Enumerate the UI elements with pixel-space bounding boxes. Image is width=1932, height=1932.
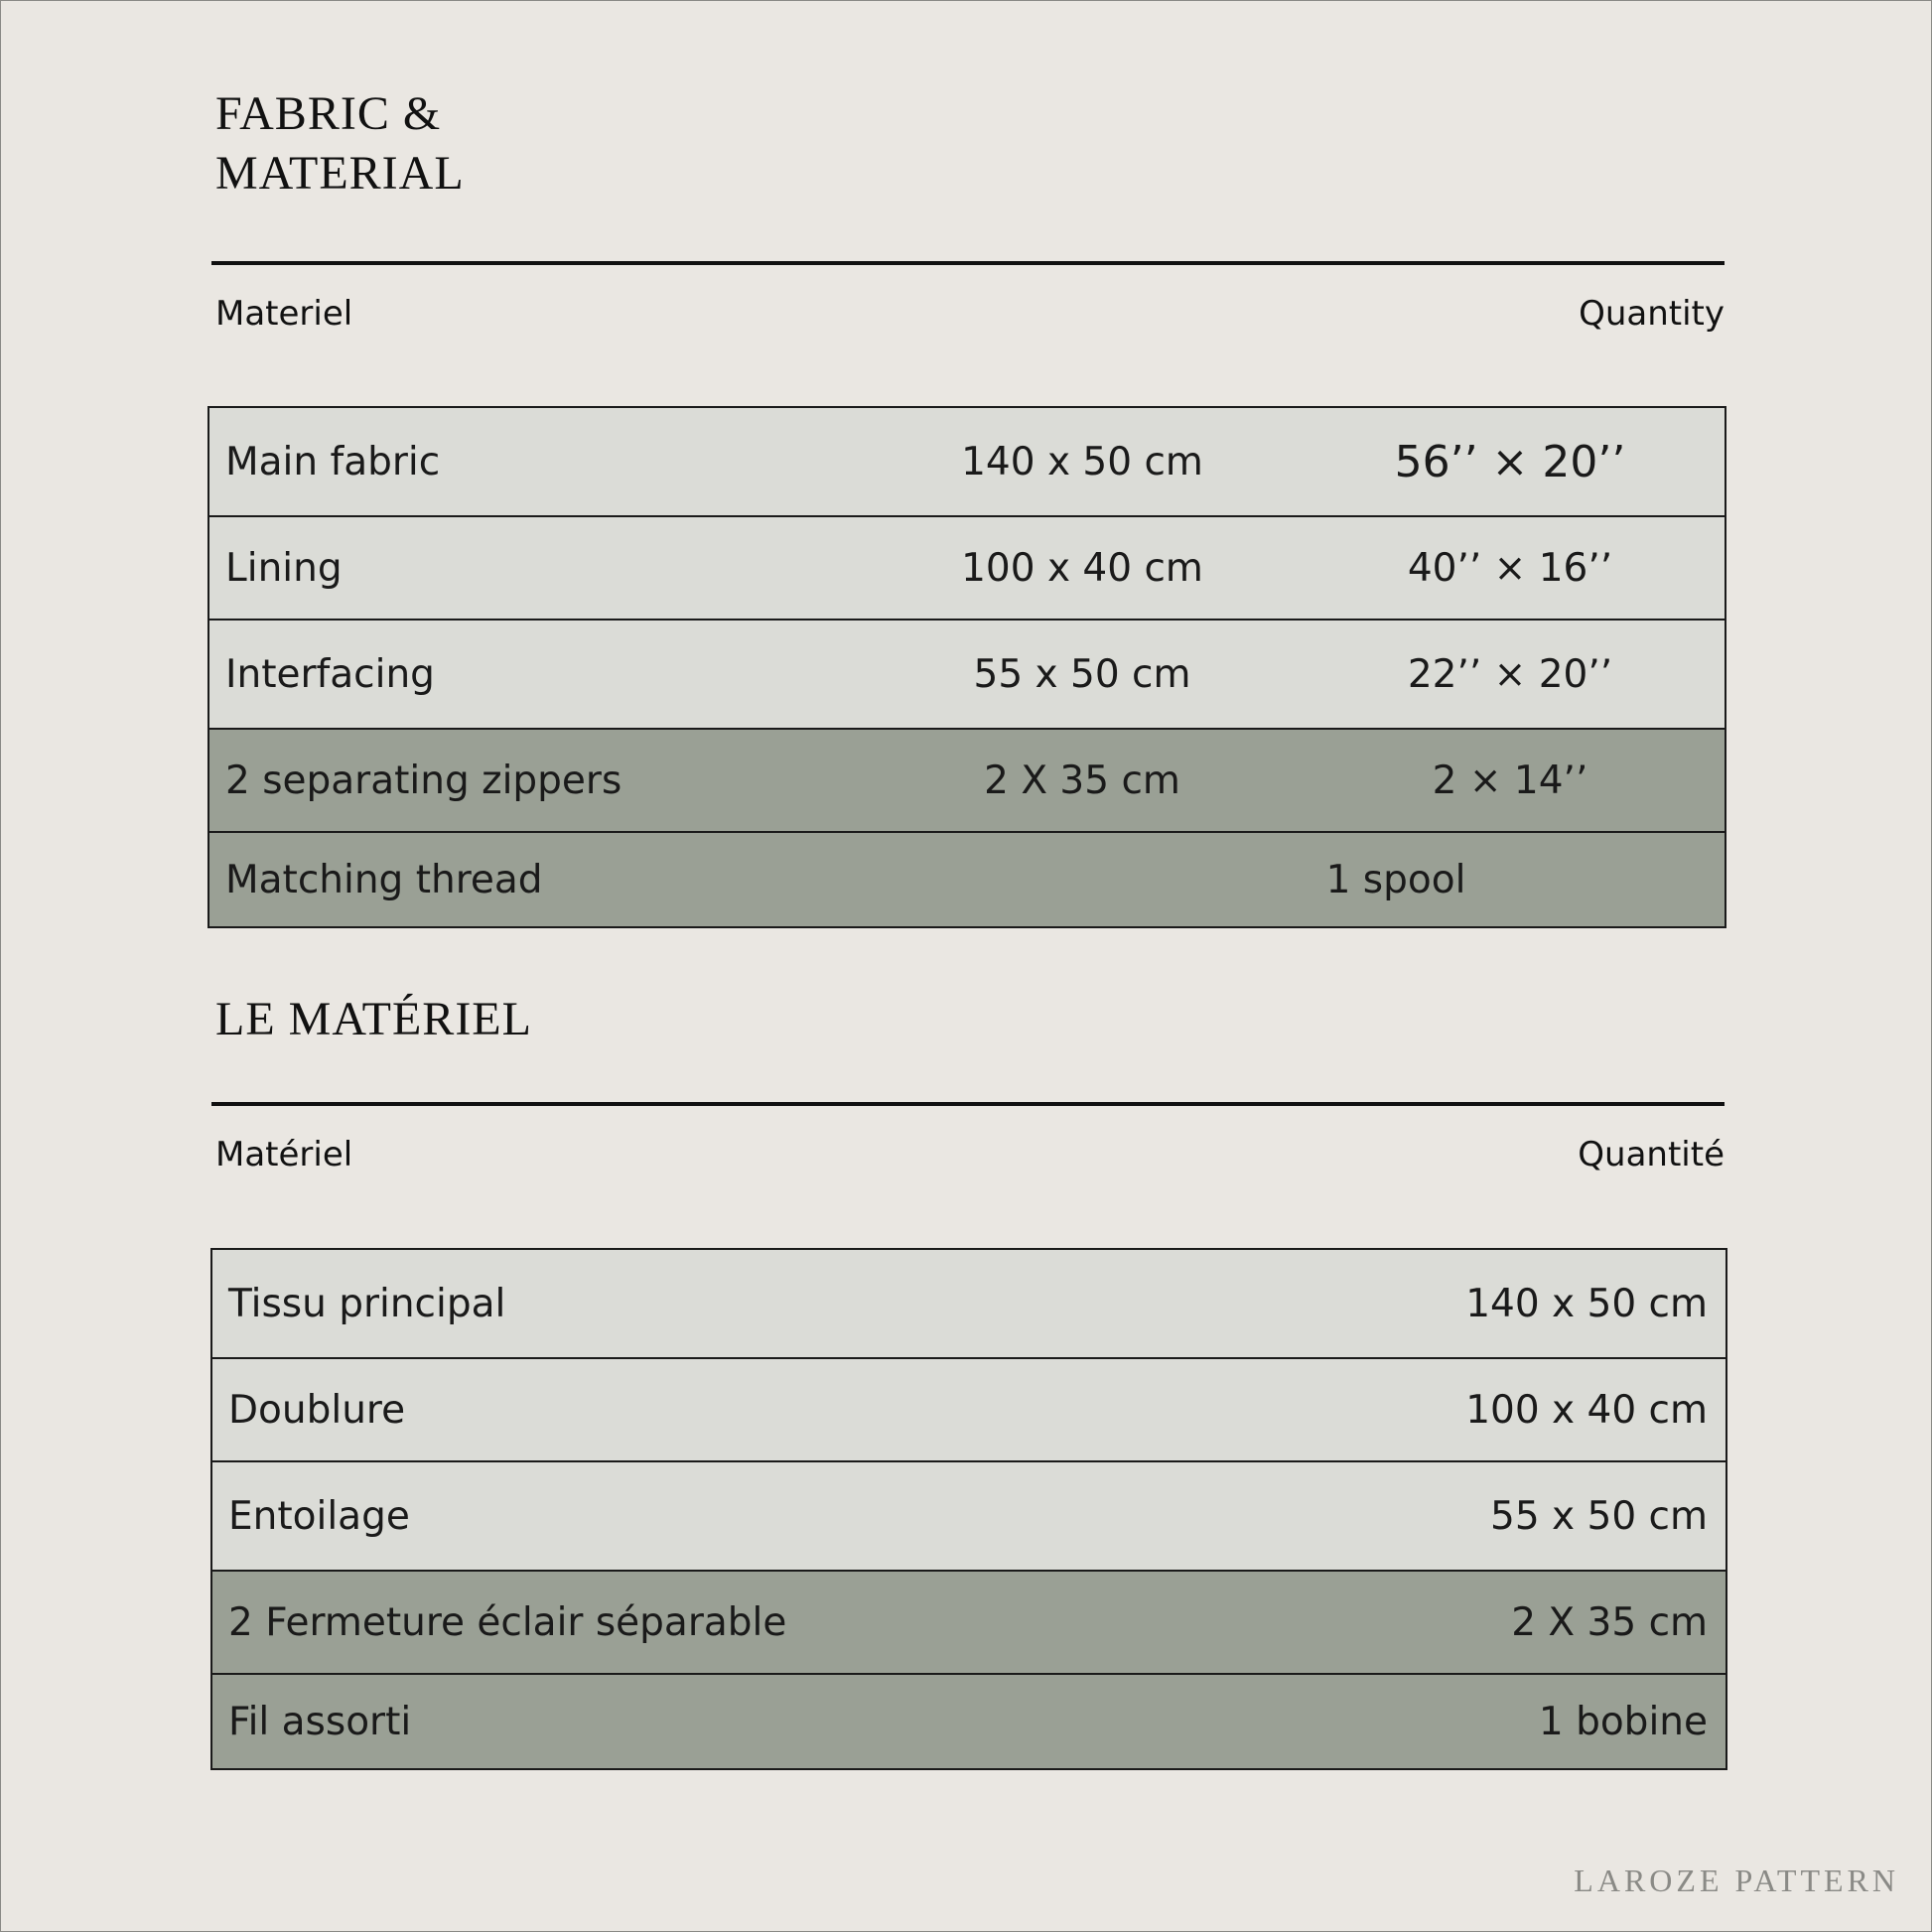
material-name: Lining [208,516,869,620]
imperial-quantity: 2 × 14’’ [1296,729,1725,832]
imperial-quantity: 22’’ × 20’’ [1296,620,1725,729]
quantity: 100 x 40 cm [1105,1358,1726,1461]
french-title-rule [211,1102,1725,1106]
material-name: Doublure [211,1358,1105,1461]
quantity: 2 X 35 cm [1105,1571,1726,1674]
english-title-rule [211,261,1725,265]
table-row [208,729,1725,832]
quantity: 55 x 50 cm [1105,1461,1726,1571]
french-title: LE MATÉRIEL [215,993,532,1045]
english-title-line-1: FABRIC & [215,87,442,140]
material-name: Tissu principal [211,1249,1105,1358]
french-section-title [215,990,532,1049]
brand-logo-text: LAROZE PATTERN [1574,1863,1899,1898]
table-row [208,516,1725,620]
metric-quantity: 2 X 35 cm [869,729,1296,832]
material-name: Main fabric [208,407,869,516]
english-title-line-2: MATERIAL [215,147,465,200]
imperial-quantity: 40’’ × 16’’ [1296,516,1725,620]
quantity: 1 bobine [1105,1674,1726,1769]
english-header-material: Materiel [215,294,353,334]
metric-quantity: 100 x 40 cm [869,516,1296,620]
french-header-quantity: Quantité [1578,1135,1725,1174]
english-section-title [215,84,465,204]
table-row [208,832,1725,927]
metric-quantity: 55 x 50 cm [869,620,1296,729]
imperial-quantity: 56’’ × 20’’ [1296,407,1725,516]
table-row [211,1571,1726,1674]
french-header-material: Matériel [215,1135,353,1174]
french-material-table [210,1248,1727,1770]
table-row [208,620,1725,729]
english-material-table [207,406,1726,928]
table-row [211,1461,1726,1571]
material-name: Fil assorti [211,1674,1105,1769]
quantity: 1 spool [869,832,1725,927]
metric-quantity: 140 x 50 cm [869,407,1296,516]
material-name: Interfacing [208,620,869,729]
table-row [208,407,1725,516]
material-name: 2 separating zippers [208,729,869,832]
english-header-quantity: Quantity [1579,294,1725,334]
material-name: 2 Fermeture éclair séparable [211,1571,1105,1674]
table-row [211,1249,1726,1358]
table-row [211,1674,1726,1769]
material-name: Matching thread [208,832,869,927]
quantity: 140 x 50 cm [1105,1249,1726,1358]
table-row [211,1358,1726,1461]
material-name: Entoilage [211,1461,1105,1571]
